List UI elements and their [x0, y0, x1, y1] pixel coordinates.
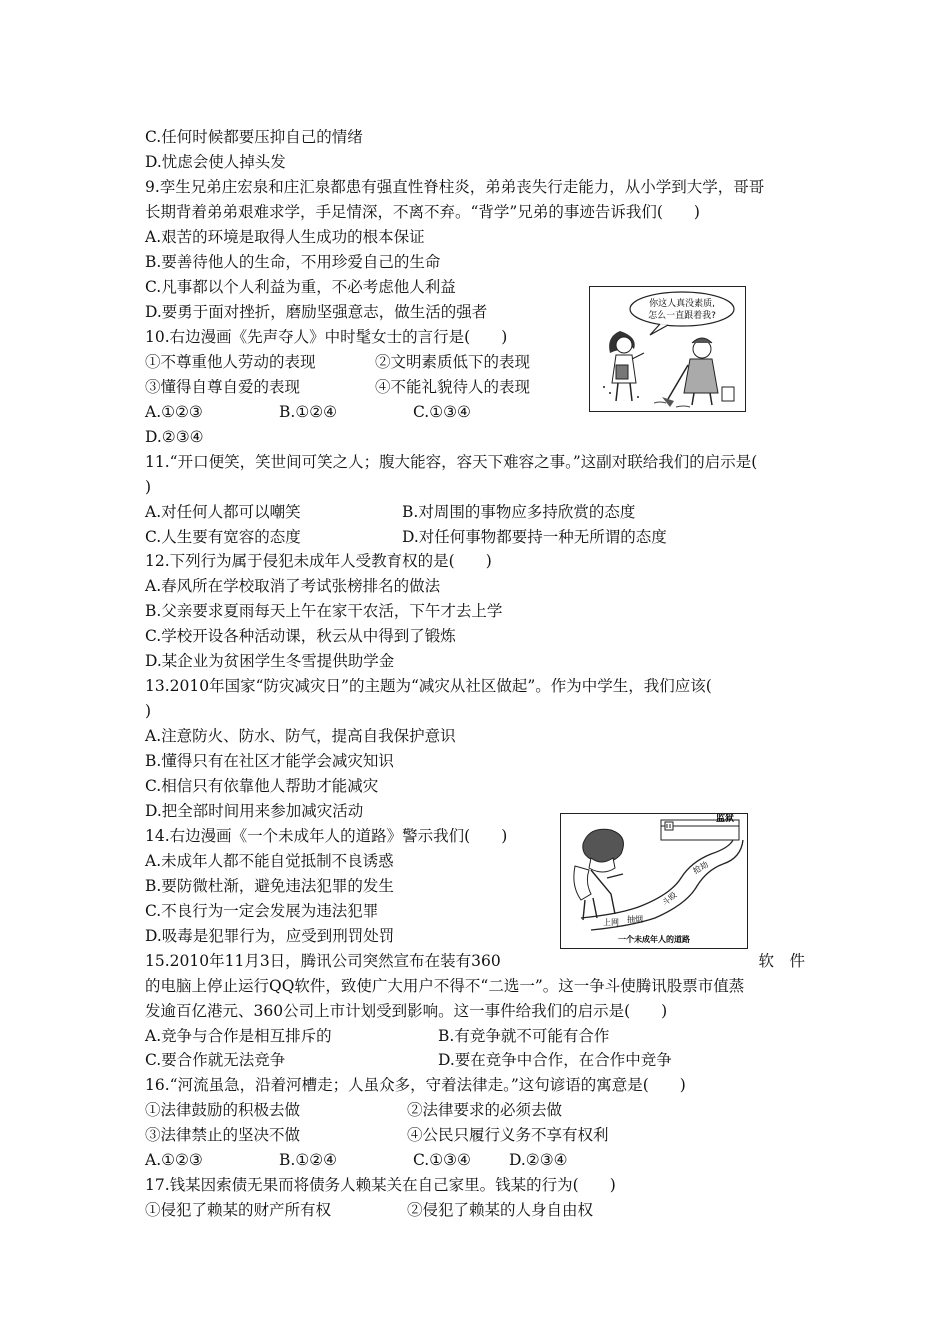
path-label-3: 斗殴 — [660, 890, 679, 908]
q11-option-c: C.人生要有宽容的态度 — [145, 528, 301, 546]
q11-stem-line2: ) — [145, 478, 152, 496]
cartoon-minor-path — [560, 813, 748, 949]
q15-stem-line2: 的电脑上停止运行QQ软件，致使广大用户不得不“二选一”。这一争斗使腾讯股票市值蒸 — [145, 977, 745, 995]
q16-option-b: B.①②④ — [279, 1151, 338, 1169]
cartoon-drawing-2 — [561, 814, 747, 948]
q14-option-b: B.要防微杜渐，避免违法犯罪的发生 — [145, 877, 394, 895]
q13-option-a: A.注意防火、防水、防气，提高自我保护意识 — [145, 727, 456, 745]
q11-options-row1 — [145, 501, 635, 523]
q14-option-c: C.不良行为一定会发展为违法犯罪 — [145, 902, 379, 920]
q10-option-a: A.①②③ — [145, 403, 203, 421]
q17-stem: 17.钱某因索债无果而将债务人赖某关在自己家里。钱某的行为( ) — [145, 1176, 616, 1194]
q15-stem-line1 — [145, 950, 805, 972]
q11-stem-line1: 11.“开口便笑，笑世间可笑之人；腹大能容，容天下难容之事。”这副对联给我们的启示是( — [145, 453, 758, 471]
q16-item-3: ③法律禁止的坚决不做 — [145, 1126, 301, 1144]
q13-stem-line2: ) — [145, 702, 152, 720]
q16-item-2: ②法律要求的必须去做 — [407, 1101, 563, 1119]
q10-option-b: B.①②④ — [279, 403, 338, 421]
q11-option-b: B.对周围的事物应多持欣赏的态度 — [402, 503, 636, 521]
q14-option-a: A.未成年人都不能自觉抵制不良诱惑 — [145, 852, 394, 870]
q15-option-a: A.竞争与合作是相互排斥的 — [145, 1027, 332, 1045]
q15-option-d: D.要在竞争中合作，在合作中竞争 — [438, 1051, 672, 1069]
path-label-1: 上网 — [603, 918, 619, 927]
speech-text-1: 你这人真没素质, — [649, 299, 715, 309]
q9-option-a: A.艰苦的环境是取得人生成功的根本保证 — [145, 228, 425, 246]
q10-items-row2 — [145, 376, 530, 398]
q10-option-d: D.②③④ — [145, 428, 204, 446]
q10-stem: 10.右边漫画《先声夺人》中时髦女士的言行是( ) — [145, 328, 508, 346]
q9-option-b: B.要善待他人的生命，不用珍爱自己的生命 — [145, 253, 441, 271]
q10-item-4: ④不能礼貌待人的表现 — [375, 378, 531, 396]
q9-option-c: C.凡事都以个人利益为重，不必考虑他人利益 — [145, 278, 456, 296]
q16-option-d: D.②③④ — [509, 1151, 568, 1169]
path-label-4: 抢劫 — [691, 859, 710, 876]
q9-option-d: D.要勇于面对挫折，磨励坚强意志，做生活的强者 — [145, 303, 488, 321]
q16-option-a: A.①②③ — [145, 1151, 203, 1169]
q15-stem-part2: 软 件 — [758, 952, 805, 970]
q17-item-1: ①侵犯了赖某的财产所有权 — [145, 1201, 332, 1219]
q9-stem-line1: 9.孪生兄弟庄宏泉和庄汇泉都患有强直性脊柱炎，弟弟丧失行走能力，从小学到大学，哥哥 — [145, 178, 765, 196]
q8-option-c: C.任何时候都要压抑自己的情绪 — [145, 128, 363, 146]
q10-option-c: C.①③④ — [413, 403, 471, 421]
q10-item-1: ①不尊重他人劳动的表现 — [145, 353, 316, 371]
q9-stem-line2: 长期背着弟弟艰难求学，手足情深，不离不弃。“背学”兄弟的事迹告诉我们( ) — [145, 203, 700, 221]
q13-option-d: D.把全部时间用来参加减灾活动 — [145, 802, 364, 820]
q16-option-c: C.①③④ — [413, 1151, 471, 1169]
cartoon-drawing — [590, 287, 745, 411]
q12-stem: 12.下列行为属于侵犯未成年人受教育权的是( ) — [145, 552, 492, 570]
q12-option-a: A.春风所在学校取消了考试张榜排名的做法 — [145, 577, 441, 595]
path-label-2: 抽烟 — [627, 915, 643, 924]
q10-items-row1 — [145, 351, 530, 373]
q16-item-4: ④公民只履行义务不享有权利 — [407, 1126, 609, 1144]
q16-item-1: ①法律鼓励的积极去做 — [145, 1101, 301, 1119]
q15-options-row1 — [145, 1025, 609, 1047]
q15-stem-part1: 15.2010年11月3日，腾讯公司突然宣布在装有360 — [145, 952, 501, 970]
q11-options-row2 — [145, 526, 667, 548]
q16-items-row2 — [145, 1124, 609, 1146]
prison-label: 监狱 — [715, 814, 735, 824]
q16-stem: 16.“河流虽急，沿着河槽走；人虽众多，守着法律走。”这句谚语的寓意是( ) — [145, 1076, 686, 1094]
q14-option-d: D.吸毒是犯罪行为，应受到刑罚处罚 — [145, 927, 395, 945]
q13-option-c: C.相信只有依靠他人帮助才能减灾 — [145, 777, 379, 795]
q13-stem-line1: 13.2010年国家“防灾减灾日”的主题为“减灾从社区做起”。作为中学生，我们应该( — [145, 677, 712, 695]
q10-item-2: ②文明素质低下的表现 — [375, 353, 531, 371]
q15-option-c: C.要合作就无法竞争 — [145, 1051, 286, 1069]
q12-option-d: D.某企业为贫困学生冬雪提供助学金 — [145, 652, 395, 670]
q11-option-a: A.对任何人都可以嘲笑 — [145, 503, 301, 521]
q12-option-c: C.学校开设各种活动课，秋云从中得到了锻炼 — [145, 627, 456, 645]
q8-option-d: D.忧虑会使人掉头发 — [145, 153, 286, 171]
q15-options-row2 — [145, 1049, 672, 1071]
q16-items-row1 — [145, 1099, 562, 1121]
q15-option-b: B.有竞争就不可能有合作 — [438, 1027, 610, 1045]
q17-items-row1 — [145, 1199, 593, 1221]
q10-options-row — [145, 401, 471, 423]
cartoon-pre-emptive-strike — [589, 286, 746, 412]
q12-option-b: B.父亲要求夏雨每天上午在家干农活，下午才去上学 — [145, 602, 503, 620]
q13-option-b: B.懂得只有在社区才能学会减灾知识 — [145, 752, 394, 770]
q10-item-3: ③懂得自尊自爱的表现 — [145, 378, 301, 396]
cartoon-caption: 一个未成年人的道路 — [618, 935, 690, 944]
q14-stem: 14.右边漫画《一个未成年人的道路》警示我们( ) — [145, 827, 508, 845]
q15-stem-line3: 发逾百亿港元、360公司上市计划受到影响。这一事件给我们的启示是( ) — [145, 1002, 668, 1020]
speech-text-2: 怎么一直跟着我? — [648, 311, 716, 321]
q16-options-row — [145, 1149, 568, 1171]
q11-option-d: D.对任何事物都要持一种无所谓的态度 — [402, 528, 667, 546]
q17-item-2: ②侵犯了赖某的人身自由权 — [407, 1201, 594, 1219]
